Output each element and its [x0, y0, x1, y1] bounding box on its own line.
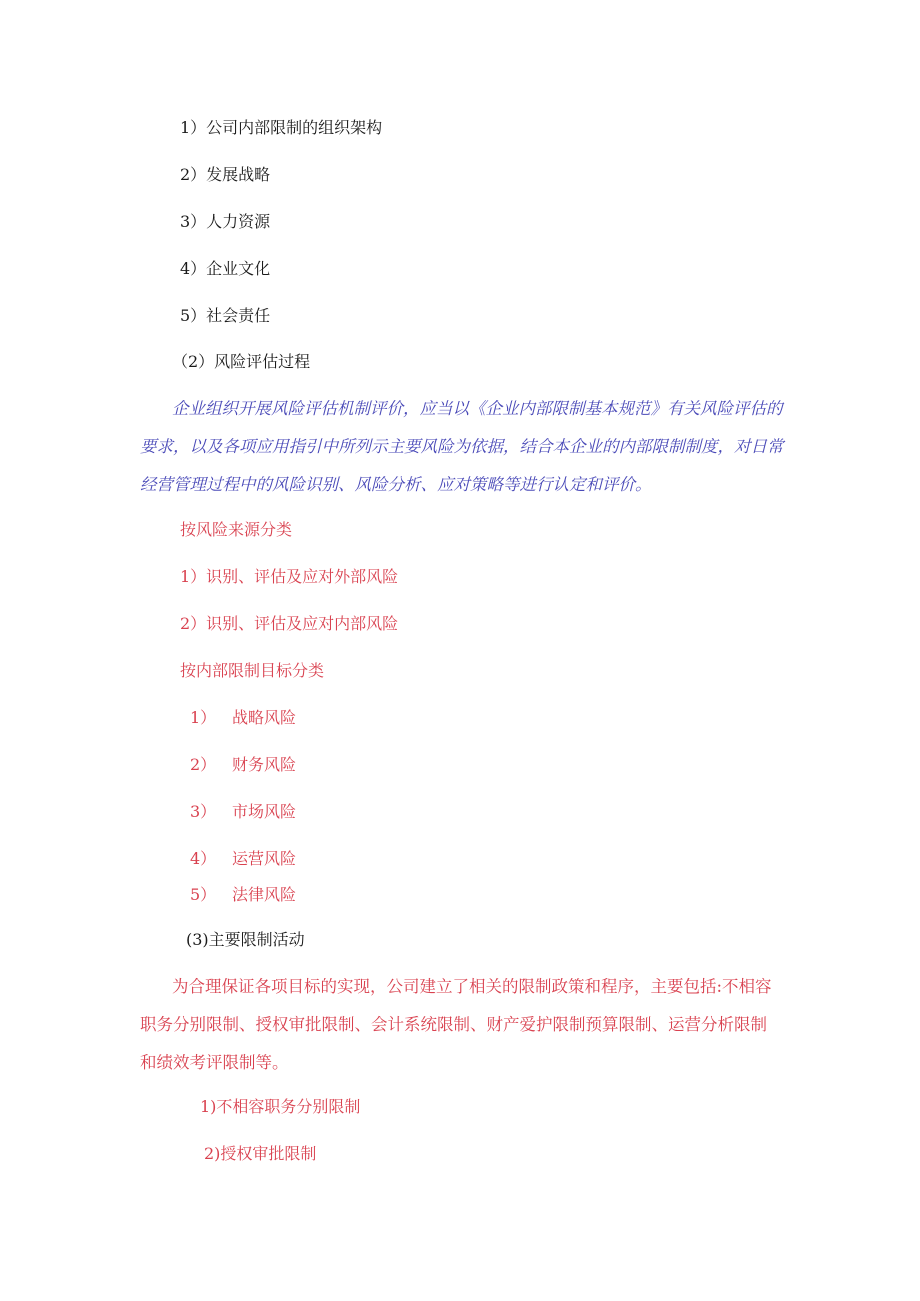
list-text: 法律风险 — [232, 885, 297, 904]
list-text: 市场风险 — [232, 802, 297, 821]
list-item: 1)不相容职务分别限制 — [200, 1097, 361, 1116]
list-item: 2）发展战略 — [180, 165, 271, 184]
list-number: 4） — [190, 849, 217, 868]
list-text: 战略风险 — [232, 708, 297, 727]
list-item: 3）人力资源 — [180, 212, 271, 231]
risk-assessment-paragraph — [140, 390, 784, 504]
list-number: 5） — [190, 885, 217, 904]
list-number: 3） — [190, 802, 217, 821]
paragraph-line: 经营管理过程中的风险识别、风险分析、应对策略等进行认定和评价。 — [140, 475, 652, 494]
section-heading: (3)主要限制活动 — [186, 930, 305, 949]
section-heading: （2）风险评估过程 — [172, 352, 311, 371]
subsection-heading: 按内部限制目标分类 — [180, 661, 325, 680]
list-item — [190, 849, 296, 869]
paragraph-line: 企业组织开展风险评估机制评价，应当以《企业内部限制基本规范》有关风险评估的 — [172, 399, 783, 418]
list-item — [190, 885, 296, 905]
list-number: 1） — [190, 708, 217, 727]
paragraph-line: 和绩效考评限制等。 — [140, 1053, 289, 1072]
list-item: 5）社会责任 — [180, 306, 271, 325]
list-text: 运营风险 — [232, 849, 297, 868]
list-item — [190, 755, 296, 775]
subsection-heading: 按风险来源分类 — [180, 520, 293, 539]
paragraph-line: 职务分别限制、授权审批限制、会计系统限制、财产爱护限制预算限制、运营分析限制 — [140, 1015, 767, 1034]
list-item: 1）公司内部限制的组织架构 — [180, 118, 383, 137]
list-item — [190, 802, 296, 822]
list-text: 财务风险 — [232, 755, 297, 774]
list-item: 2）识别、评估及应对内部风险 — [180, 614, 399, 633]
list-item — [190, 708, 296, 728]
paragraph-line: 要求，以及各项应用指引中所列示主要风险为依据，结合本企业的内部限制制度，对日常 — [140, 437, 784, 456]
control-activities-paragraph — [140, 968, 772, 1082]
list-item: 1）识别、评估及应对外部风险 — [180, 567, 399, 586]
paragraph-line: 为合理保证各项目标的实现，公司建立了相关的限制政策和程序，主要包括:不相容 — [172, 977, 772, 996]
list-item: 4）企业文化 — [180, 259, 271, 278]
list-item: 2)授权审批限制 — [204, 1144, 317, 1163]
list-number: 2） — [190, 755, 217, 774]
